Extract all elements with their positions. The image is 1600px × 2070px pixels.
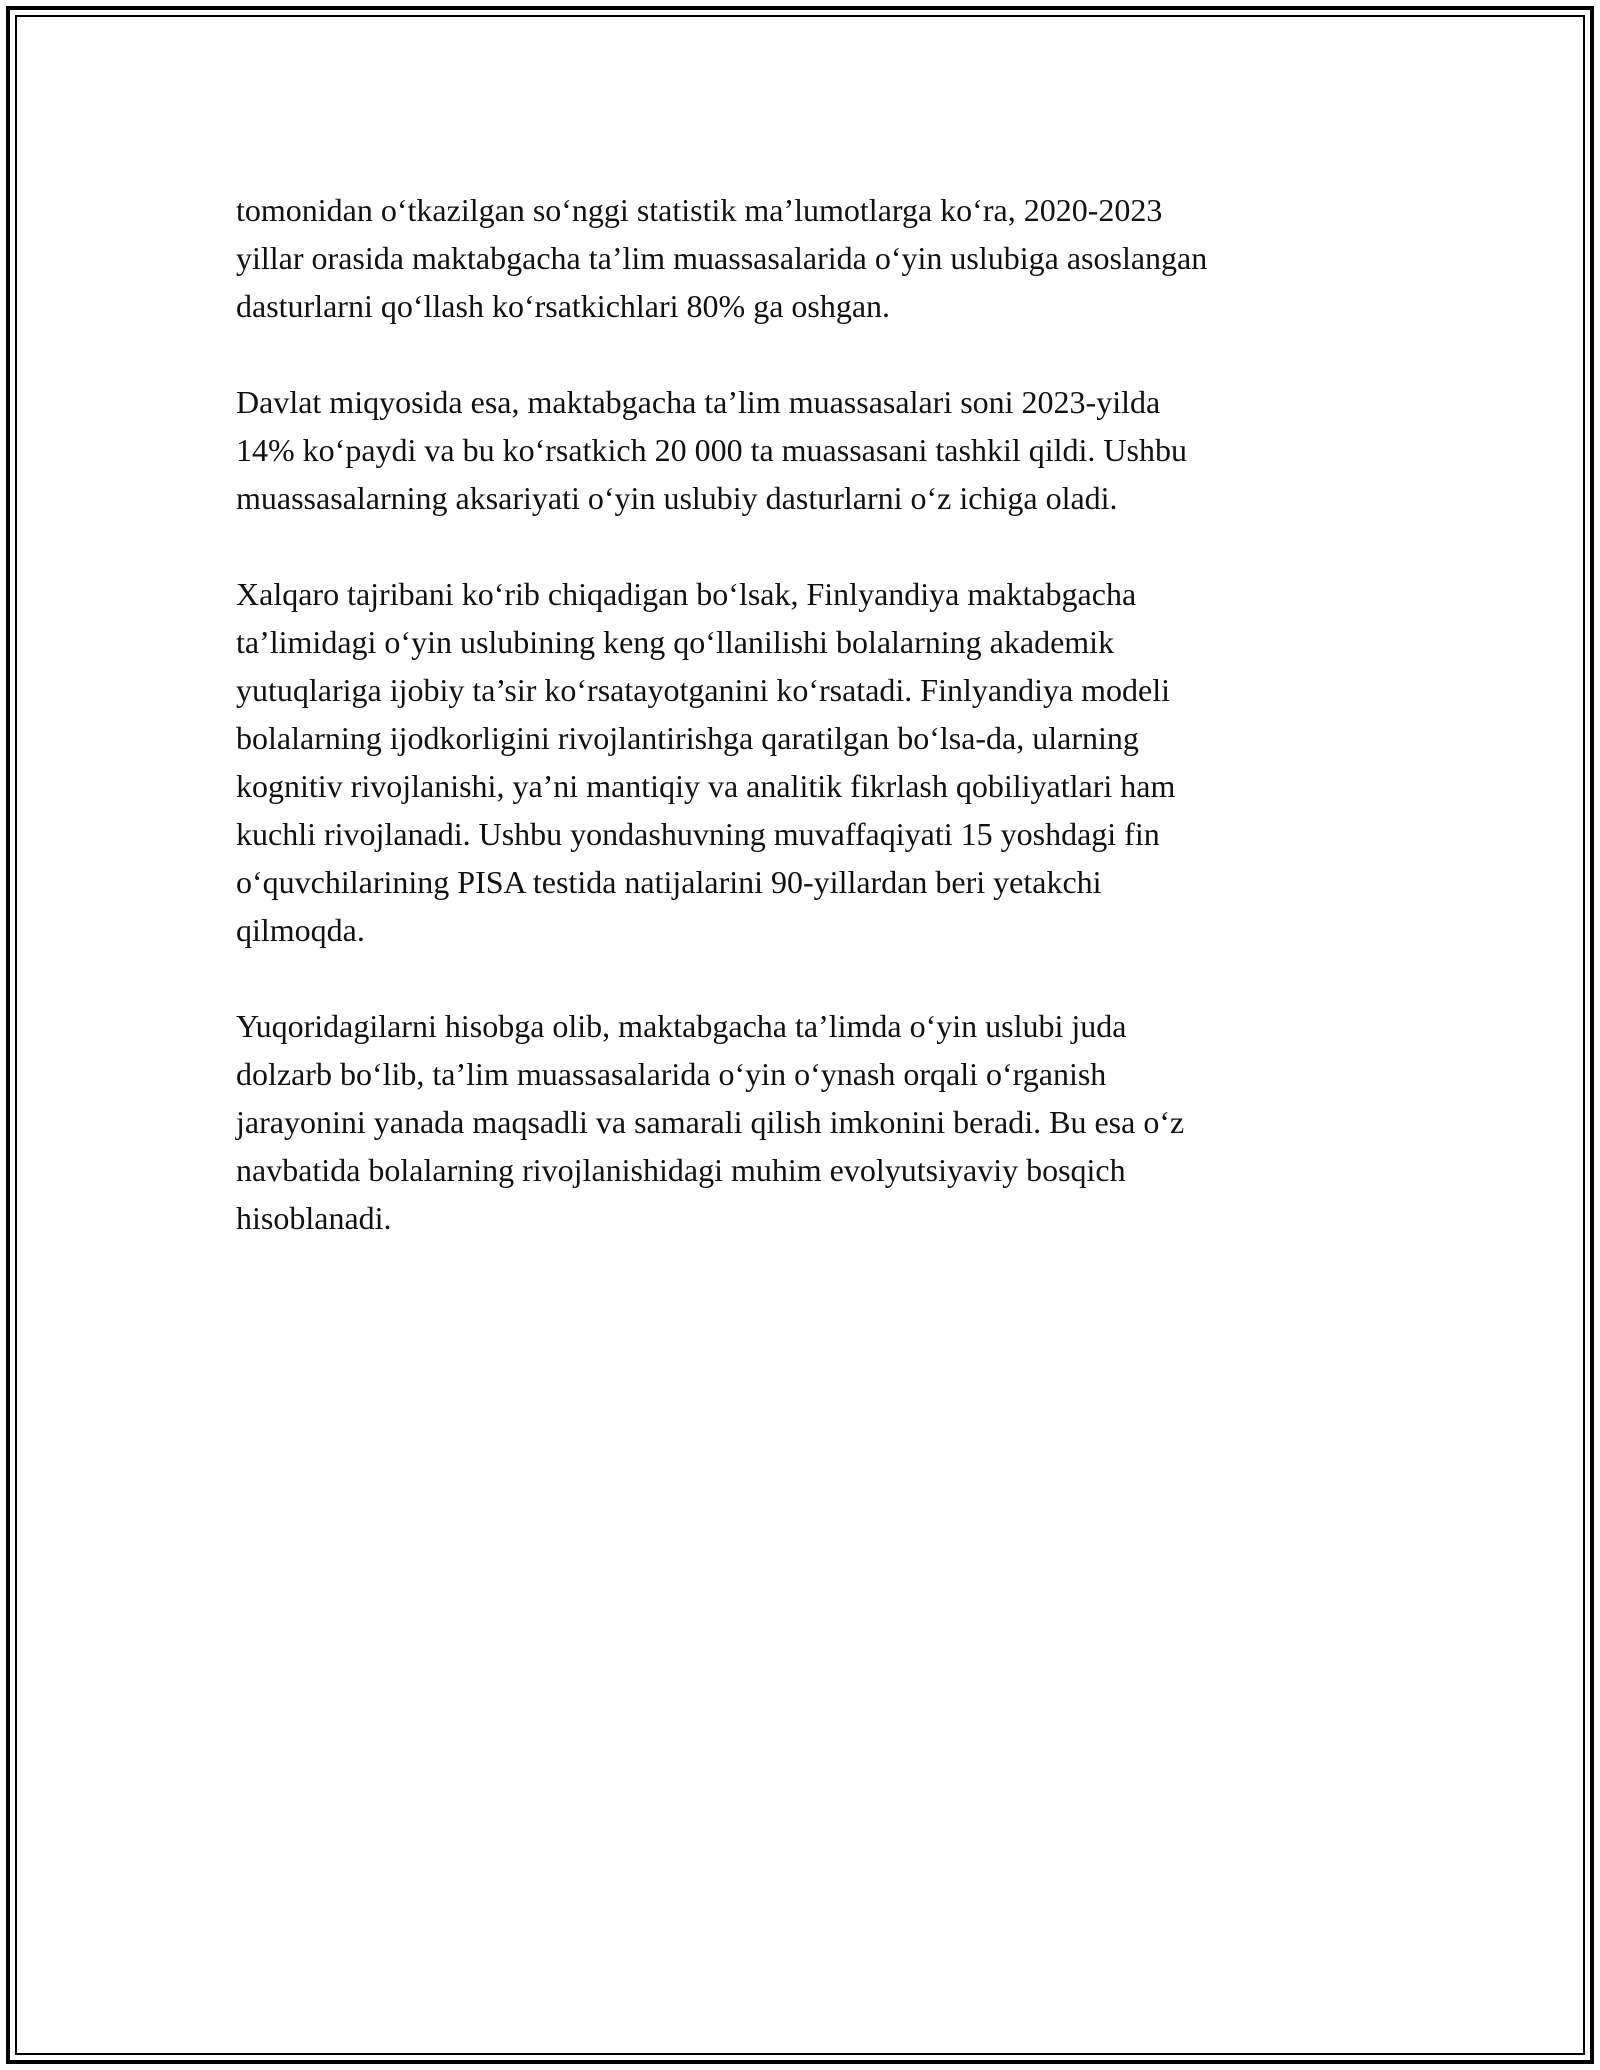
text-line: dasturlarni qo‘llash ko‘rsatkichlari 80% ga oshgan.: [236, 288, 891, 324]
paragraph-statistics: [236, 186, 1366, 330]
paragraph-conclusion: [236, 1002, 1366, 1242]
text-line: jarayonini yanada maqsadli va samarali qilish imkonini beradi. Bu esa o‘z: [236, 1104, 1185, 1140]
text-line: navbatida bolalarning rivojlanishidagi muhim evolyutsiyaviy bosqich: [236, 1152, 1126, 1188]
text-line: muassasalarning aksariyati o‘yin uslubiy dasturlarni o‘z ichiga oladi.: [236, 480, 1118, 516]
text-line: tomonidan o‘tkazilgan so‘nggi statistik ma’lumotlarga ko‘ra, 2020-2023: [236, 192, 1163, 228]
text-line: ta’limidagi o‘yin uslubining keng qo‘llanilishi bolalarning akademik: [236, 624, 1115, 660]
text-line: 14% ko‘paydi va bu ko‘rsatkich 20 000 ta muassasani tashkil qildi. Ushbu: [236, 432, 1187, 468]
paragraph-international: [236, 570, 1366, 954]
text-line: yillar orasida maktabgacha ta’lim muassasalarida o‘yin uslubiga asoslangan: [236, 240, 1208, 276]
text-line: yutuqlariga ijobiy ta’sir ko‘rsatayotganini ko‘rsatadi. Finlyandiya modeli: [236, 672, 1171, 708]
text-line: Yuqoridagilarni hisobga olib, maktabgacha ta’limda o‘yin uslubi juda: [236, 1008, 1127, 1044]
text-line: kognitiv rivojlanishi, ya’ni mantiqiy va analitik fikrlash qobiliyatlari ham: [236, 768, 1176, 804]
text-line: kuchli rivojlanadi. Ushbu yondashuvning muvaffaqiyati 15 yoshdagi fin: [236, 816, 1160, 852]
document-body: [236, 186, 1366, 1290]
text-line: qilmoqda.: [236, 912, 365, 948]
text-line: bolalarning ijodkorligini rivojlantirishga qaratilgan bo‘lsa-da, ularning: [236, 720, 1139, 756]
text-line: Xalqaro tajribani ko‘rib chiqadigan bo‘lsak, Finlyandiya maktabgacha: [236, 576, 1137, 612]
text-line: dolzarb bo‘lib, ta’lim muassasalarida o‘yin o‘ynash orqali o‘rganish: [236, 1056, 1107, 1092]
paragraph-national: [236, 378, 1366, 522]
text-line: Davlat miqyosida esa, maktabgacha ta’lim muassasalari soni 2023-yilda: [236, 384, 1161, 420]
text-line: o‘quvchilarining PISA testida natijalarini 90-yillardan beri yetakchi: [236, 864, 1102, 900]
text-line: hisoblanadi.: [236, 1200, 392, 1236]
